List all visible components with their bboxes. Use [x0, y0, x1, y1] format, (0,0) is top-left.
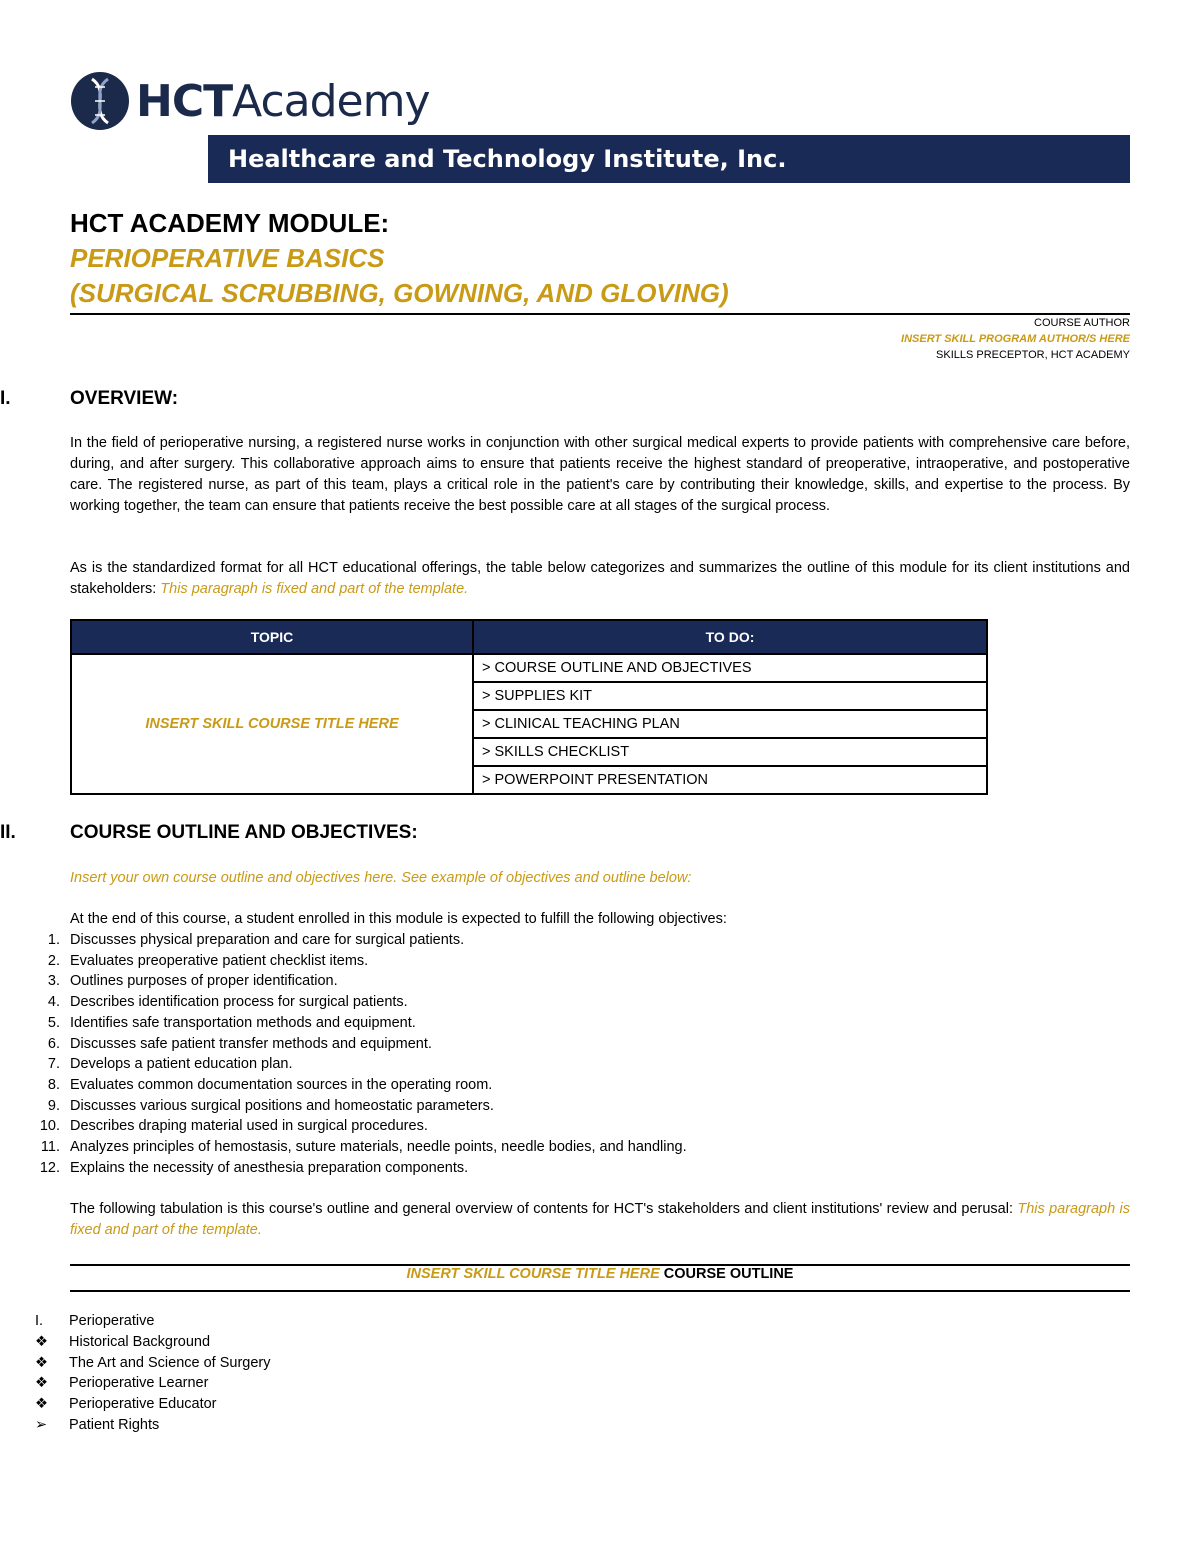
section-title: OVERVIEW: — [70, 388, 179, 409]
list-item: 8. Evaluates common documentation sources in the operating room. — [47, 1076, 493, 1093]
list-item: ❖ Perioperative Learner — [25, 1373, 271, 1394]
outline-divider-bottom — [70, 1290, 1130, 1292]
topic-cell: INSERT SKILL COURSE TITLE HERE — [71, 654, 473, 794]
list-item: 11. Analyzes principles of hemostasis, suture materials, needle points, needle bodies, and handling. — [40, 1139, 687, 1156]
topic-column-header: TOPIC — [71, 620, 473, 654]
diamond-bullet-icon: ❖ — [35, 1396, 48, 1413]
author-role: SKILLS PRECEPTOR, HCT ACADEMY — [936, 349, 1130, 361]
todo-item: > SKILLS CHECKLIST — [473, 738, 987, 766]
section-number: I. — [0, 388, 11, 409]
dna-globe-icon — [70, 71, 130, 131]
institute-banner: Healthcare and Technology Institute, Inc. — [208, 135, 1130, 183]
list-item: ➢ Patient Rights — [25, 1415, 271, 1436]
course-outline-title: INSERT SKILL COURSE TITLE HERE COURSE OUTLINE — [406, 1266, 794, 1282]
section-number: II. — [0, 822, 16, 843]
overview-paragraph: In the field of perioperative nursing, a registered nurse works in conjunction with other surgical medical experts to provide patients with comprehensive care before, during, and after surgery. This collaborative approach aims to ensure that patients receive the highest standard of preoperative, intraoperative, and postoperative care. The registered nurse, as part of this team, plays a critical role in the patient's care by contributing their knowledge, skills, and expertise to the process. By working together, the team can ensure that patients receive the best possible care at all stages of the surgical process. — [70, 435, 1130, 514]
todo-item: > SUPPLIES KIT — [473, 682, 987, 710]
objectives-intro: At the end of this course, a student enrolled in this module is expected to fulfill the following objectives: — [70, 911, 727, 927]
objectives-instruction: Insert your own course outline and objectives here. See example of objectives and outline below: — [70, 870, 692, 886]
hct-logo — [70, 70, 430, 132]
template-note: This paragraph is fixed and part of the template. — [160, 581, 469, 597]
todo-item: > COURSE OUTLINE AND OBJECTIVES — [473, 654, 987, 682]
bullet: I. — [35, 1313, 44, 1329]
diamond-bullet-icon: ❖ — [35, 1354, 48, 1371]
module-title: HCT ACADEMY MODULE: — [70, 208, 390, 238]
list-item: 5. Identifies safe transportation methods and equipment. — [47, 1014, 416, 1031]
logo-wordmark: HCTAcademy — [136, 75, 430, 127]
template-note: This paragraph is fixed and part of the template. — [70, 1201, 1130, 1238]
todo-item: > POWERPOINT PRESENTATION — [473, 766, 987, 794]
author-placeholder: INSERT SKILL PROGRAM AUTHOR/S HERE — [901, 333, 1130, 345]
list-item: 1. Discusses physical preparation and care for surgical patients. — [47, 932, 465, 948]
template-paragraph: As is the standardized format for all HCT educational offerings, the table below categorizes and summarizes the outline of this module for its client institutions and stakeholders: This paragraph is fixed and part of the template. — [70, 560, 1130, 597]
diamond-bullet-icon: ❖ — [35, 1333, 48, 1350]
list-item: 9. Discusses various surgical positions and homeostatic parameters. — [47, 1097, 494, 1114]
todo-item: > CLINICAL TEACHING PLAN — [473, 710, 987, 738]
list-item: 6. Discusses safe patient transfer methods and equipment. — [47, 1035, 432, 1052]
objectives-list — [30, 930, 687, 1178]
list-item: 7. Develops a patient education plan. — [47, 1056, 293, 1073]
list-item: 2. Evaluates preoperative patient checklist items. — [47, 952, 369, 969]
tabulation-paragraph: The following tabulation is this course's outline and general overview of contents for HCT's stakeholders and client institutions' review and perusal: This paragraph is fixed and part of the template. — [70, 1201, 1130, 1238]
diamond-bullet-icon: ❖ — [35, 1375, 48, 1392]
list-item: ❖ Historical Background — [25, 1332, 271, 1353]
course-author-block — [901, 315, 1130, 363]
arrow-bullet-icon: ➢ — [35, 1416, 48, 1433]
module-subtitle-detail: (SURGICAL SCRUBBING, GOWNING, AND GLOVING) — [70, 278, 729, 308]
outline-list — [25, 1311, 271, 1436]
list-item: ❖ The Art and Science of Surgery — [25, 1353, 271, 1374]
list-item: 4. Describes identification process for surgical patients. — [47, 994, 408, 1011]
list-item: ❖ Perioperative Educator — [25, 1394, 271, 1415]
list-item: 10. Describes draping material used in surgical procedures. — [39, 1118, 428, 1135]
topic-table — [70, 619, 988, 795]
todo-column-header: TO DO: — [473, 620, 987, 654]
author-label: COURSE AUTHOR — [1034, 317, 1130, 329]
list-item: I. Perioperative — [25, 1311, 271, 1332]
list-item: 12. Explains the necessity of anesthesia preparation components. — [39, 1159, 469, 1176]
module-subtitle: PERIOPERATIVE BASICS — [70, 243, 385, 273]
list-item: 3. Outlines purposes of proper identification. — [47, 973, 338, 990]
section-title: COURSE OUTLINE AND OBJECTIVES: — [70, 822, 418, 843]
